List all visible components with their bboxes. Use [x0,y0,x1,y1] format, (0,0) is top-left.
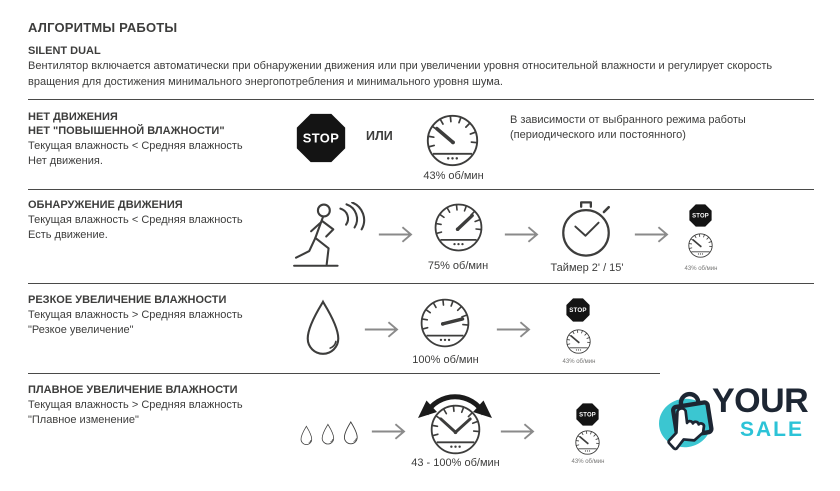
speed-gauge-43-icon-small [687,232,714,259]
gauge-speed-label: 43 - 100% об/мин [411,457,500,469]
stop-sign-label: STOP [579,412,596,419]
right-arrow-icon [504,225,540,244]
row3-condition: Текущая влажность > Средняя влажность [28,309,243,321]
row1-note-line1: В зависимости от выбранного режима работы [510,114,746,126]
your-sale-logo [658,382,836,470]
three-water-drops-icon [299,420,361,446]
gauge-speed-label: 75% об/мин [427,260,489,272]
timer-icon [556,196,616,260]
or-label: ИЛИ [366,129,393,143]
row1-title-line2: НЕТ "ПОВЫШЕННОЙ ВЛАЖНОСТИ" [28,125,225,137]
timer-label: Таймер 2' / 15' [550,262,624,274]
row1-title-line1: НЕТ ДВИЖЕНИЯ [28,111,118,123]
shopping-bag-hand-icon [658,384,720,460]
result-gauge-label: 43% об/мин [571,459,605,465]
row4-state: "Плавное изменение" [28,414,139,426]
row2-title: ОБНАРУЖЕНИЕ ДВИЖЕНИЯ [28,199,183,211]
gauge-speed-label: 43% об/мин [423,170,484,182]
row3-title: РЕЗКОЕ УВЕЛИЧЕНИЕ ВЛАЖНОСТИ [28,294,227,306]
row3-state: "Резкое увеличение" [28,324,134,336]
row1-condition: Текущая влажность < Средняя влажность [28,140,243,152]
row1-note-line2: (периодического или постоянного) [510,129,686,141]
row1-state: Нет движения. [28,155,103,167]
row2-state: Есть движение. [28,229,108,241]
right-arrow-icon [500,422,536,441]
product-description: Вентилятор включается автоматически при обнаружении движения или при увеличении уровня относительной влажности и регулирует скорость вращения для достижения минимального энергопотребления и минимального уровня шума. [28,60,773,88]
right-arrow-icon [496,320,532,339]
logo-word-sale: SALE [740,418,805,441]
speed-gauge-variable-icon [428,402,483,457]
logo-word-your: YOUR [712,382,809,420]
result-gauge-label: 43% об/мин [684,266,718,272]
stop-icon [296,113,346,163]
speed-gauge-100-icon [418,296,472,350]
speed-gauge-43-icon [424,112,481,169]
product-name: SILENT DUAL [28,45,101,57]
stop-sign-label: STOP [302,130,340,146]
row-no-motion [0,100,840,190]
row2-condition: Текущая влажность < Средняя влажность [28,214,243,226]
row4-condition: Текущая влажность > Средняя влажность [28,399,243,411]
stop-icon-small [576,403,599,426]
result-gauge-label: 43% об/мин [562,359,596,365]
stop-sign-label: STOP [569,307,587,315]
speed-gauge-43-icon-small [565,328,592,355]
stop-icon-small [566,298,590,322]
right-arrow-icon [364,320,400,339]
speed-gauge-75-icon [432,201,485,254]
water-drop-icon [302,298,344,360]
stop-icon-small [689,204,712,227]
gauge-speed-label: 100% об/мин [412,354,479,366]
speed-gauge-43-icon-small [574,429,601,456]
stop-sign-label: STOP [692,213,709,220]
right-arrow-icon [634,225,670,244]
right-arrow-icon [378,225,414,244]
row4-title: ПЛАВНОЕ УВЕЛИЧЕНИЕ ВЛАЖНОСТИ [28,384,238,396]
right-arrow-icon [371,422,407,441]
walking-person-icon [289,202,371,270]
page-title: АЛГОРИТМЫ РАБОТЫ [28,20,178,35]
row-sharp-humidity-increase [0,284,840,374]
row-motion-detected [0,190,840,284]
